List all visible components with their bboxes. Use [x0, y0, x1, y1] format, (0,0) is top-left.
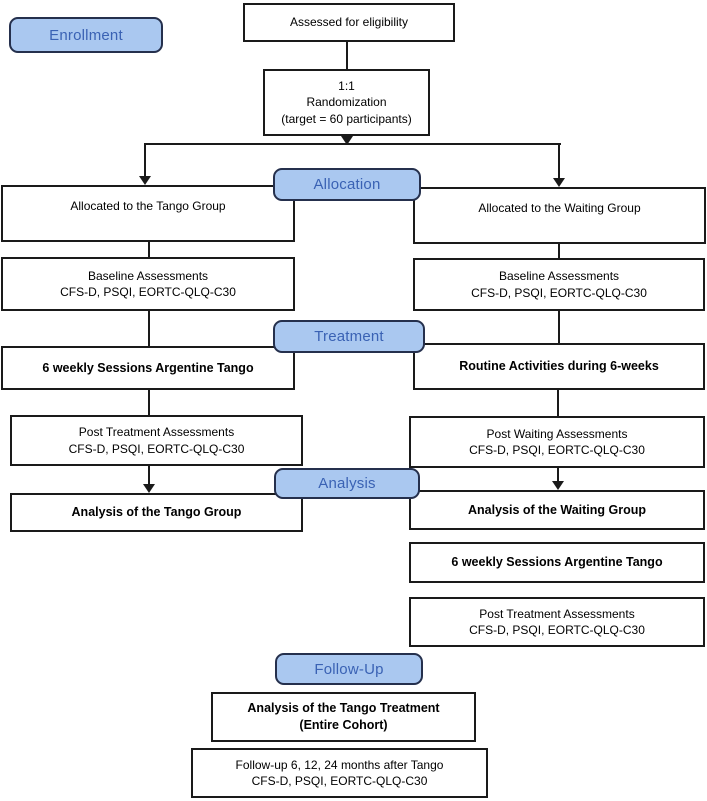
- assessed-eligibility-box: [243, 3, 455, 42]
- post-treatment-left-box: [10, 415, 303, 466]
- routine-activities-text: Routine Activities during 6-weeks: [459, 359, 659, 374]
- connector-branch-left: [144, 143, 146, 177]
- post-treatment-right-box: [409, 597, 705, 647]
- connector-baseline-routine-right: [558, 311, 560, 343]
- randomization-ratio: 1:1: [338, 79, 355, 94]
- tango-sessions-right-text: 6 weekly Sessions Argentine Tango: [451, 555, 663, 570]
- allocated-tango-box: [1, 185, 295, 242]
- tango-sessions-left-box: [1, 346, 295, 390]
- phase-label-treatment-text: Treatment: [314, 328, 384, 345]
- routine-activities-box: [413, 343, 705, 390]
- post-waiting-measures: CFS-D, PSQI, EORTC-QLQ-C30: [469, 443, 645, 457]
- analysis-cohort-subtitle: (Entire Cohort): [299, 718, 388, 732]
- tango-sessions-right-box: [409, 542, 705, 583]
- baseline-assessments-right-box: [413, 258, 705, 311]
- baseline-left-title: Baseline Assessments: [87, 268, 209, 283]
- branch-horizontal-line: [144, 143, 561, 145]
- followup-months-measures: CFS-D, PSQI, EORTC-QLQ-C30: [251, 774, 428, 788]
- randomization-box: [263, 69, 430, 136]
- post-treatment-left-measures: CFS-D, PSQI, EORTC-QLQ-C30: [68, 441, 245, 456]
- post-treatment-right-measures: CFS-D, PSQI, EORTC-QLQ-C30: [469, 623, 645, 637]
- analysis-cohort-title: Analysis of the Tango Treatment: [247, 701, 440, 716]
- analysis-tango-box: [10, 493, 303, 532]
- phase-label-followup: [275, 653, 423, 685]
- assessed-eligibility-text: Assessed for eligibility: [289, 15, 409, 30]
- allocated-waiting-text: Allocated to the Waiting Group: [478, 201, 641, 215]
- connector-branch-right: [558, 143, 560, 179]
- allocated-waiting-box: [413, 187, 706, 244]
- phase-label-followup-text: Follow-Up: [314, 660, 384, 678]
- followup-months-title: Follow-up 6, 12, 24 months after Tango: [235, 757, 444, 772]
- phase-label-allocation-text: Allocation: [313, 176, 381, 193]
- randomization-target: (target = 60 participants): [281, 111, 412, 126]
- connector-alloc-baseline-right: [558, 244, 560, 258]
- arrowhead-right-allocation: [553, 178, 565, 187]
- tango-sessions-left-text: 6 weekly Sessions Argentine Tango: [42, 360, 254, 375]
- randomization-label: Randomization: [306, 95, 387, 110]
- post-treatment-right-title: Post Treatment Assessments: [479, 606, 635, 621]
- analysis-waiting-box: [409, 490, 705, 530]
- arrowhead-analysis-left: [143, 484, 155, 493]
- analysis-tango-text: Analysis of the Tango Group: [71, 505, 242, 520]
- baseline-right-measures: CFS-D, PSQI, EORTC-QLQ-C30: [471, 285, 647, 300]
- arrowhead-left-allocation: [139, 176, 151, 185]
- allocated-tango-text: Allocated to the Tango Group: [70, 199, 226, 213]
- connector-routine-postwait-right: [557, 390, 559, 416]
- phase-label-allocation: [273, 168, 421, 201]
- connector-baseline-sessions-left: [148, 311, 150, 346]
- baseline-left-measures: CFS-D, PSQI, EORTC-QLQ-C30: [60, 285, 236, 299]
- connector-sessions-posttreat-left: [148, 390, 150, 415]
- connector-postwait-analysis-right: [557, 468, 559, 482]
- connector-alloc-baseline-left: [148, 242, 150, 257]
- arrowhead-analysis-right: [552, 481, 564, 490]
- connector-assessed-randomization: [346, 42, 348, 69]
- post-waiting-title: Post Waiting Assessments: [486, 426, 628, 441]
- analysis-waiting-text: Analysis of the Waiting Group: [467, 502, 646, 517]
- phase-label-analysis-text: Analysis: [318, 475, 376, 492]
- analysis-cohort-box: [211, 692, 476, 742]
- phase-label-treatment: [273, 320, 425, 353]
- baseline-right-title: Baseline Assessments: [498, 269, 620, 284]
- post-waiting-box: [409, 416, 705, 468]
- baseline-assessments-left-box: [1, 257, 295, 311]
- phase-label-analysis: [274, 468, 420, 499]
- followup-months-box: [191, 748, 488, 798]
- phase-label-enrollment: [9, 17, 163, 53]
- post-treatment-left-title: Post Treatment Assessments: [78, 425, 235, 440]
- connector-posttreat-analysis-left: [148, 466, 150, 485]
- phase-label-enrollment-text: Enrollment: [49, 26, 123, 44]
